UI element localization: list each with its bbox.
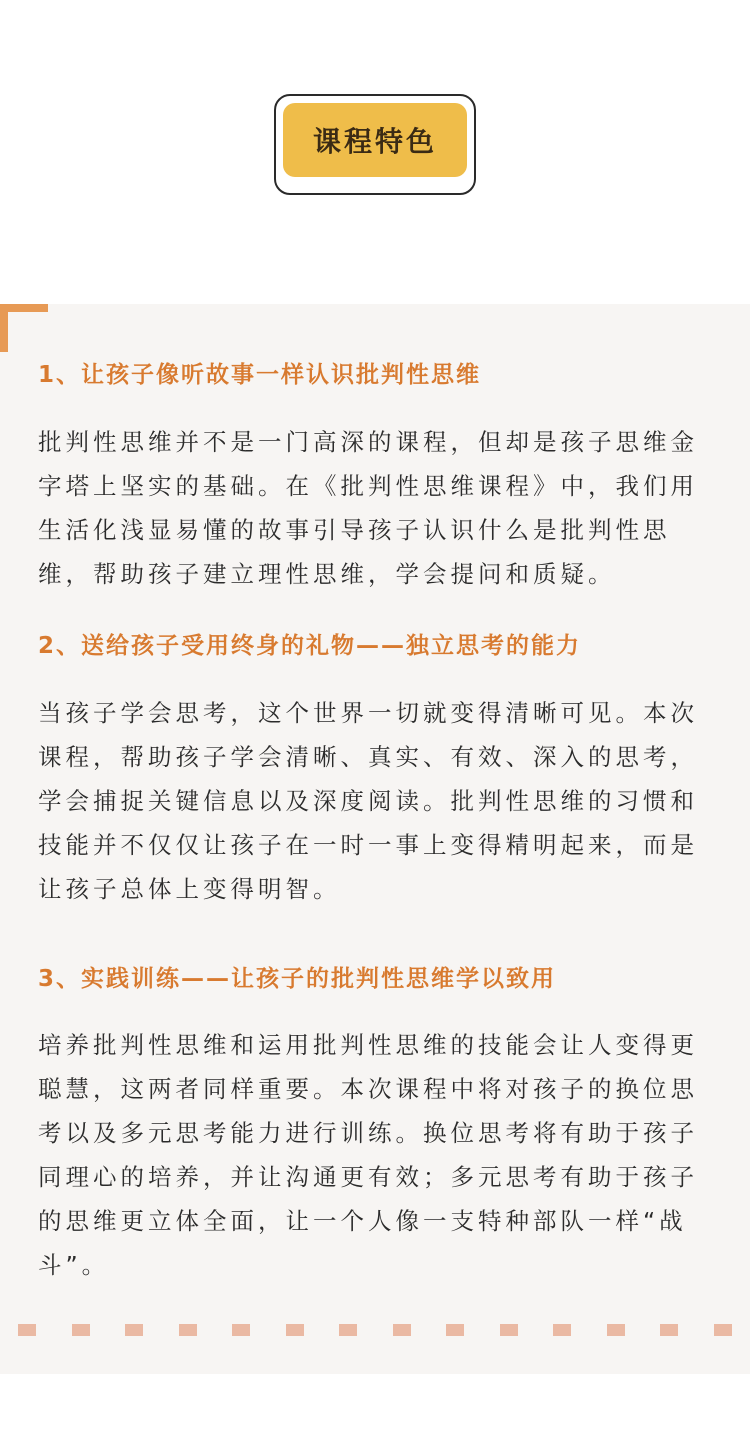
corner-bracket-icon: [0, 304, 48, 352]
section-body-2: 当孩子学会思考，这个世界一切就变得清晰可见。本次课程，帮助孩子学会清晰、真实、有效、深入的思考，学会捕捉关键信息以及深度阅读。批判性思维的习惯和技能并不仅仅让孩子在一时一事上变得精明起来，而是让孩子总体上变得明智。: [38, 699, 698, 903]
section-body-3: 培养批判性思维和运用批判性思维的技能会让人变得更聪慧，这两者同样重要。本次课程中将对孩子的换位思考以及多元思考能力进行训练。换位思考将有助于孩子同理心的培养，并让沟通更有效；多元思考有助于孩子的思维更立体全面，让一个人像一支特种部队一样“战斗”。: [38, 1031, 698, 1279]
section-body-1: 批判性思维并不是一门高深的课程，但却是孩子思维金字塔上坚实的基础。在《批判性思维课程》中，我们用生活化浅显易懂的故事引导孩子认识什么是批判性思维，帮助孩子建立理性思维，学会提问和质疑。: [38, 428, 698, 588]
section-heading-3: 3、实践训练——让孩子的批判性思维学以致用: [38, 966, 557, 992]
section-title-badge: [274, 94, 476, 195]
dashed-divider: [18, 1324, 732, 1336]
section-heading-1: 1、让孩子像听故事一样认识批判性思维: [38, 362, 482, 388]
section-title: 课程特色: [283, 103, 467, 177]
section-heading-2: 2、送给孩子受用终身的礼物——独立思考的能力: [38, 633, 582, 659]
